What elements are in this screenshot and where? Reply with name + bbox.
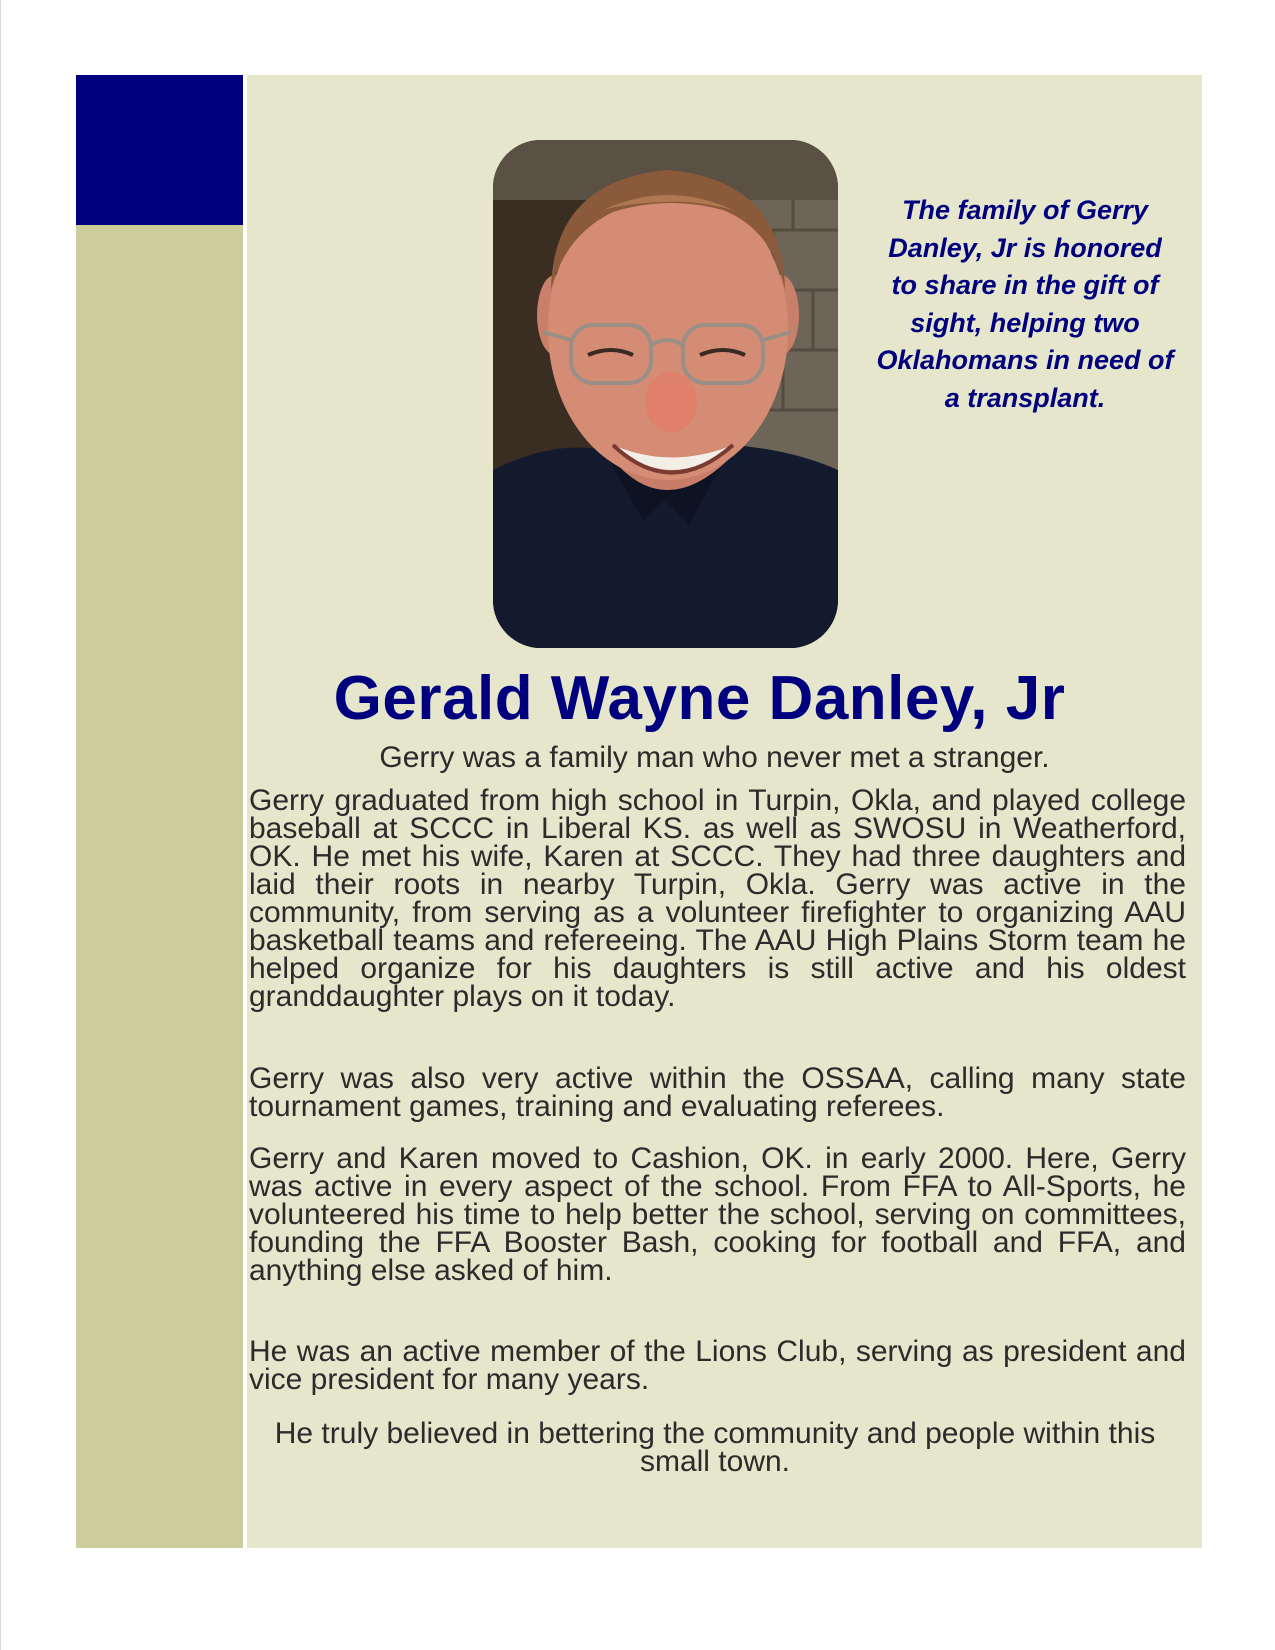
bio-paragraph-2: Gerry was also very active within the OSSAA, calling many state tournament games, training and evaluating referees.	[249, 1062, 1186, 1123]
quote-line: Danley, Jr is honored	[888, 232, 1162, 263]
tagline: Gerry was a family man who never met a stranger.	[379, 741, 1050, 774]
portrait-photo	[493, 140, 838, 648]
bio-paragraph-3: Gerry and Karen moved to Cashion, OK. in early 2000. Here, Gerry was active in every aspect of the school. From FFA to All-Sports, he volunteered his time to help better the school, serving on committees, founding the FFA Booster Bash, cooking for football and FFA, and anything else asked of him.	[249, 1142, 1186, 1287]
sidebar-navy-block	[76, 75, 243, 225]
quote-line: sight, helping two	[910, 307, 1140, 338]
donation-quote	[850, 192, 1200, 417]
quote-line: a transplant.	[944, 382, 1106, 413]
sidebar-band	[76, 75, 243, 1548]
quote-line: to share in the gift of	[891, 270, 1159, 300]
quote-line: The family of Gerry	[901, 195, 1149, 225]
quote-line: Oklahomans in need of	[876, 345, 1174, 375]
person-name: Gerald Wayne Danley, Jr	[333, 664, 1066, 733]
bio-paragraph-4: He was an active member of the Lions Club, serving as president and vice president for many years.	[249, 1335, 1186, 1396]
bio-paragraph-1: Gerry graduated from high school in Turpin, Okla, and played college baseball at SCCC in Liberal KS. as well as SWOSU in Weatherford, OK. He met his wife, Karen at SCCC. They had three daughters and laid their roots in nearby Turpin, Okla. Gerry was active in the community, from serving as a volunteer firefighter to organizing AAU basketball teams and refereeing. The AAU High Plains Storm team he helped organize for his daughters is still active and his oldest granddaughter plays on it today.	[249, 784, 1186, 1013]
page-edge-line	[0, 0, 1, 1650]
closing-paragraph: He truly believed in bettering the community and people within this small town.	[274, 1417, 1156, 1478]
